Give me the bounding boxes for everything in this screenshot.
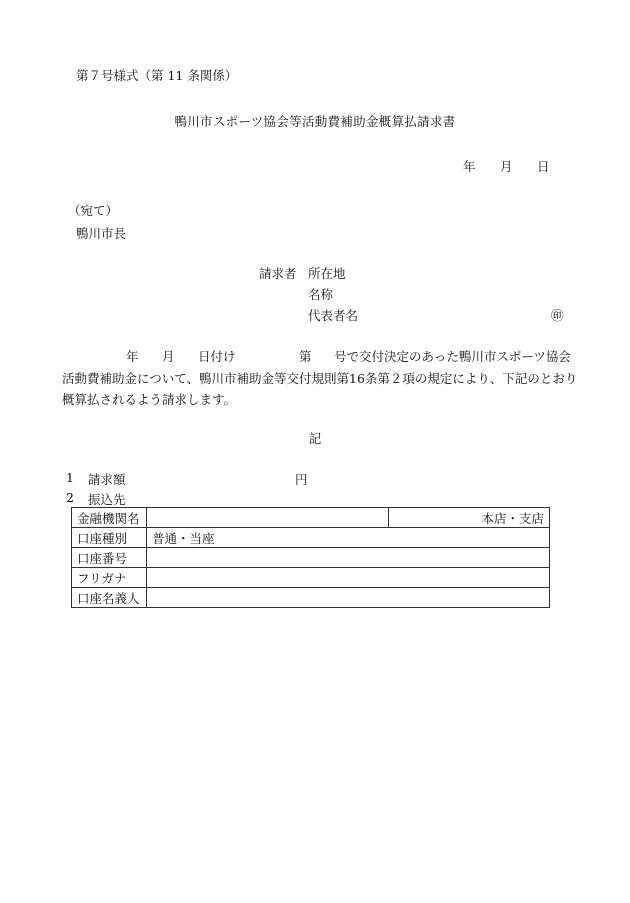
item2-label: 振込先	[88, 492, 126, 507]
body-year-label: 年	[126, 349, 139, 364]
body-line1-text: 号で交付決定のあった鴨川市スポーツ協会	[334, 349, 571, 364]
item2-number: 2	[66, 490, 74, 505]
ki-heading: 記	[308, 431, 322, 446]
body-number-prefix: 第	[299, 349, 312, 364]
furigana-field[interactable]	[147, 568, 550, 588]
table-row	[72, 568, 550, 588]
table-row	[72, 528, 550, 548]
document-title: 鴨川市スポーツ協会等活動費補助金概算払請求書	[174, 114, 456, 129]
bank-name-field[interactable]	[147, 508, 389, 528]
addressee-prefix: （宛て）	[68, 203, 119, 218]
date-year-label: 年	[463, 159, 476, 174]
body-date-suffix: 日付け	[198, 349, 236, 364]
address-label: 所在地	[308, 266, 346, 281]
item1-unit: 円	[295, 472, 308, 487]
bank-name-label: 金融機関名	[72, 508, 147, 528]
furigana-label: フリガナ	[72, 568, 147, 588]
date-day-label: 日	[537, 159, 550, 174]
claimant-label: 請求者	[259, 266, 297, 281]
form-number: 第７号様式（第 11 条関係）	[76, 68, 238, 83]
table-row	[72, 548, 550, 568]
account-number-field[interactable]	[147, 548, 550, 568]
account-type-label: 口座種別	[72, 528, 147, 548]
seal-mark: ㊞	[551, 308, 564, 323]
body-month-label: 月	[162, 349, 175, 364]
account-number-label: 口座番号	[72, 548, 147, 568]
item1-label: 請求額	[88, 472, 126, 487]
body-line3-text: 概算払されるよう請求します。	[62, 392, 237, 407]
name-label: 名称	[308, 287, 334, 302]
date-month-label: 月	[500, 159, 513, 174]
account-holder-label: 口座名義人	[72, 588, 147, 608]
item1-number: 1	[66, 470, 74, 485]
account-holder-field[interactable]	[147, 588, 550, 608]
representative-label: 代表者名	[308, 308, 359, 323]
branch-type-field[interactable]: 本店・支店	[389, 508, 550, 528]
bank-account-table	[71, 507, 550, 608]
table-row	[72, 588, 550, 608]
addressee-name: 鴨川市長	[76, 226, 127, 241]
table-row	[72, 508, 550, 528]
body-line2-text: 活動費補助金について、鴨川市補助金等交付規則第16条第２項の規定により、下記のとおり	[62, 371, 578, 386]
account-type-field[interactable]: 普通・当座	[147, 528, 550, 548]
